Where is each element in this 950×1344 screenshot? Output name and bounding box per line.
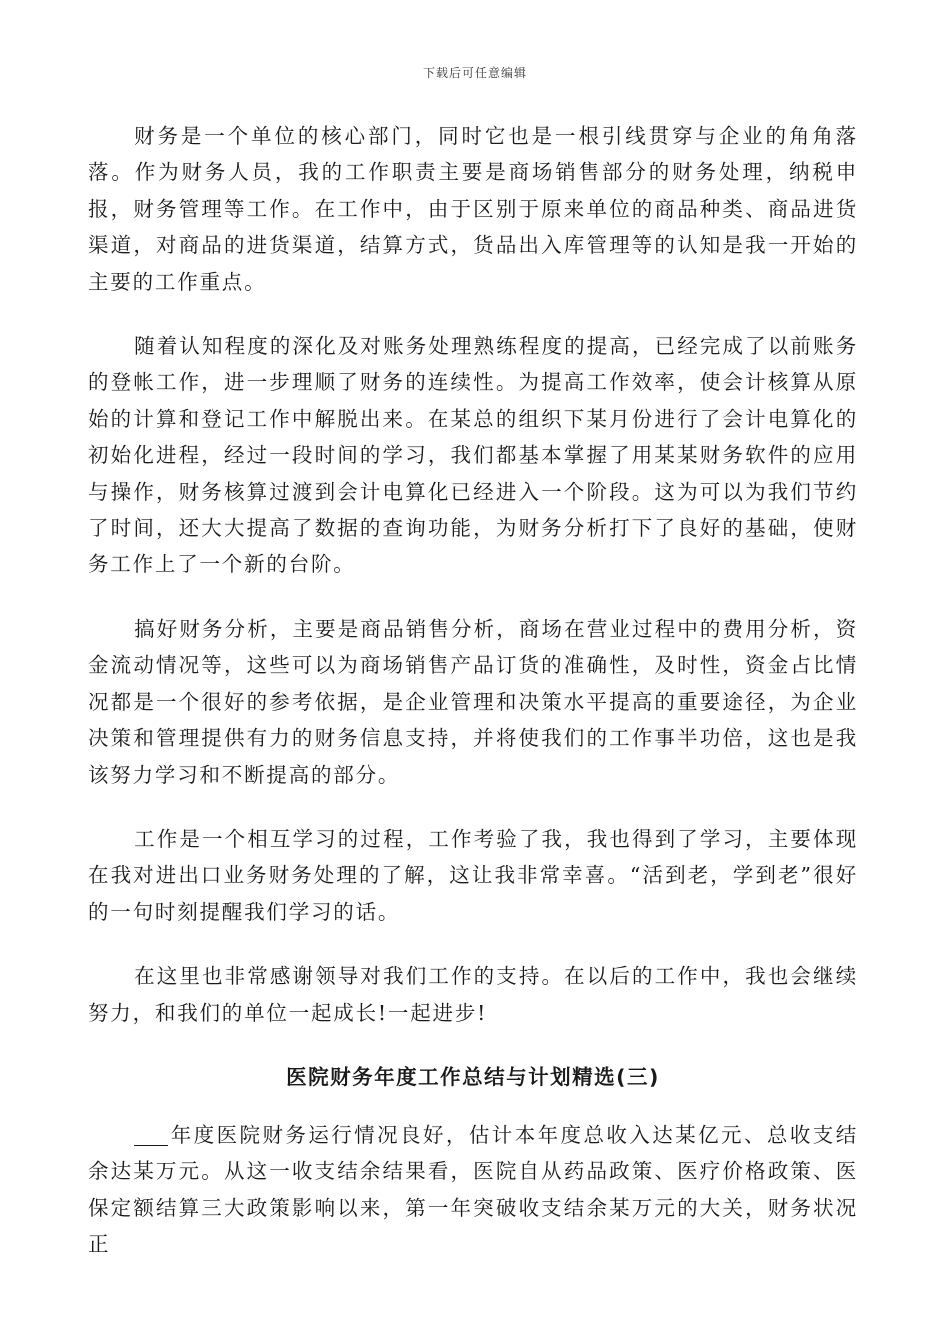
blank-fill-line	[134, 1124, 168, 1146]
paragraph-financial-analysis: 搞好财务分析，主要是商品销售分析，商场在营业过程中的费用分析，资金流动情况等，这些可以为商场销售产品订货的准确性，及时性，资金占比情况都是一个很好的参考依据，是企业管理和决策水平提高的重要途径，为企业决策和管理提供有力的财务信息支持，并将使我们的工作事半功倍，这也是我该努力学习和不断提高的部分。	[88, 616, 858, 787]
paragraph-hospital-finance	[88, 1117, 858, 1263]
paragraph-finance-core: 财务是一个单位的核心部门，同时它也是一根引线贯穿与企业的角角落落。作为财务人员，我的工作职责主要是商场销售部分的财务处理，纳税申报，财务管理等工作。在工作中，由于区别于原来单位的商品种类、商品进货渠道，对商品的进货渠道，结算方式，货品出入库管理等的认知是我一开始的主要的工作重点。	[88, 124, 858, 294]
paragraph-learning: 工作是一个相互学习的过程，工作考验了我，我也得到了学习，主要体现在我对进出口业务财务处理的了解，这让我非常幸喜。“活到老，学到老”很好的一句时刻提醒我们学习的话。	[88, 826, 858, 924]
header-note: 下载后可任意编辑	[422, 66, 527, 80]
paragraph-hospital-finance-text: 年度医院财务运行情况良好，估计本年度总收入达某亿元、总收支结余达某万元。从这一收支结余结果看，医院自从药品政策、医疗价格政策、医保定额结算三大政策影响以来，第一年突破收支结余某万元的大关，财务状况正	[88, 1122, 858, 1257]
section-title: 医院财务年度工作总结与计划精选(三)	[286, 1064, 660, 1089]
paragraph-thanks: 在这里也非常感谢领导对我们工作的支持。在以后的工作中，我也会继续努力，和我们的单位一起成长!一起进步!	[88, 964, 858, 1025]
document-body	[88, 118, 858, 1291]
paragraph-bookkeeping: 随着认知程度的深化及对账务处理熟练程度的提高，已经完成了以前账务的登帐工作，进一步理顺了财务的连续性。为提高工作效率，使会计核算从原始的计算和登记工作中解脱出来。在某总的组织下某月份进行了会计电算化的初始化进程，经过一段时间的学习，我们都基本掌握了用某某财务软件的应用与操作，财务核算过渡到会计电算化已经进入一个阶段。这为可以为我们节约了时间，还大大提高了数据的查询功能，为财务分析打下了良好的基础，使财务工作上了一个新的台阶。	[88, 334, 858, 577]
